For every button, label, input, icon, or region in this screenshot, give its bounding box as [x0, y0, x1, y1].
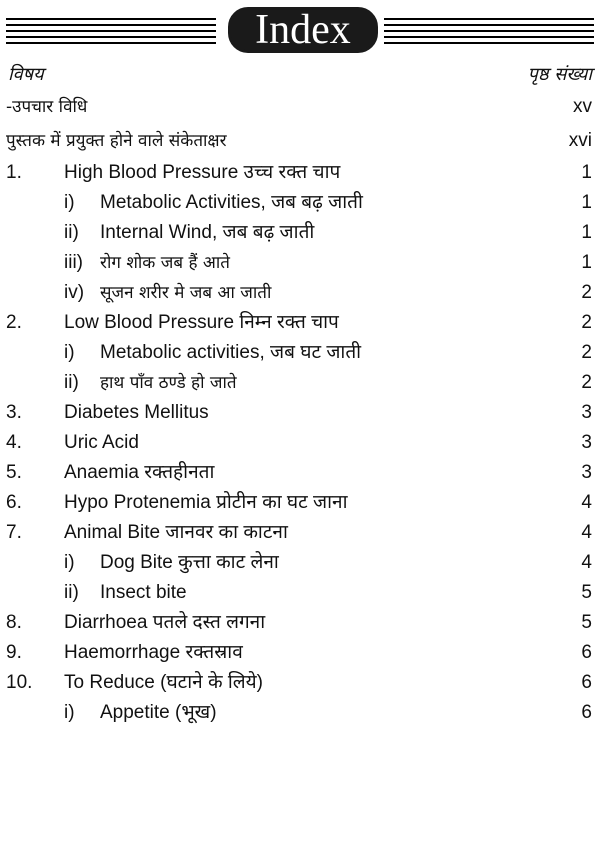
entry-number: 1.	[6, 162, 22, 183]
index-entry	[0, 428, 600, 458]
entry-page-number: 1	[581, 162, 592, 183]
entry-page-number: 2	[581, 342, 592, 363]
header-rules-left	[6, 18, 216, 46]
entry-title: Internal Wind, जब बढ़ जाती	[100, 222, 315, 243]
index-entry	[0, 338, 600, 368]
entry-title: Anaemia रक्तहीनता	[64, 462, 215, 483]
index-entry	[0, 124, 600, 158]
entry-page-number: 2	[581, 312, 592, 333]
index-entry	[0, 368, 600, 398]
index-entry	[0, 548, 600, 578]
index-entry	[0, 608, 600, 638]
entry-page-number: 6	[581, 642, 592, 663]
index-entry	[0, 638, 600, 668]
entry-page-number: 5	[581, 582, 592, 603]
index-entry	[0, 90, 600, 124]
index-entry	[0, 698, 600, 728]
index-entry	[0, 518, 600, 548]
entry-title: सूजन शरीर मे जब आ जाती	[100, 283, 272, 303]
entry-title: Low Blood Pressure निम्न रक्त चाप	[64, 312, 339, 333]
entry-number: 2.	[6, 312, 22, 333]
index-entry	[0, 578, 600, 608]
entry-page-number: 1	[581, 192, 592, 213]
entry-title: Haemorrhage रक्तस्राव	[64, 642, 243, 663]
index-entry	[0, 488, 600, 518]
entry-page-number: 4	[581, 492, 592, 513]
index-entry	[0, 458, 600, 488]
column-heading-page-number: पृष्ठ संख्या	[527, 64, 592, 85]
entry-title: Insect bite	[100, 582, 187, 603]
entry-title: -उपचार विधि	[6, 97, 88, 117]
entry-number: 9.	[6, 642, 22, 663]
entry-number: ii)	[64, 222, 79, 243]
entry-page-number: 3	[581, 402, 592, 423]
entry-title: To Reduce (घटाने के लिये)	[64, 672, 264, 693]
entry-number: i)	[64, 552, 75, 573]
entry-number: i)	[64, 702, 75, 723]
entry-page-number: 1	[581, 222, 592, 243]
entry-title: Appetite (भूख)	[100, 702, 217, 723]
title-banner	[228, 7, 378, 53]
index-entry	[0, 308, 600, 338]
entry-number: 10.	[6, 672, 33, 693]
entry-title: Metabolic Activities, जब बढ़ जाती	[100, 192, 363, 213]
entry-page-number: 2	[581, 282, 592, 303]
entry-title: रोग शोक जब हैं आते	[100, 253, 230, 273]
entry-title: Dog Bite कुत्ता काट लेना	[100, 552, 279, 573]
column-heading-subject: विषय	[8, 64, 44, 85]
entry-title: पुस्तक में प्रयुक्त होने वाले संकेताक्षर	[6, 131, 227, 151]
entry-number: 8.	[6, 612, 22, 633]
entry-page-number: 3	[581, 462, 592, 483]
entry-page-number: 3	[581, 432, 592, 453]
entry-number: iii)	[64, 252, 83, 273]
entry-page-number: 5	[581, 612, 592, 633]
entry-number: 4.	[6, 432, 22, 453]
entry-title: Diabetes Mellitus	[64, 402, 209, 423]
entry-number: 5.	[6, 462, 22, 483]
index-entry	[0, 218, 600, 248]
entry-page-number: 4	[581, 522, 592, 543]
entry-title: Animal Bite जानवर का काटना	[64, 522, 288, 543]
entry-page-number: xv	[573, 96, 592, 117]
entry-number: ii)	[64, 582, 79, 603]
entry-title: Uric Acid	[64, 432, 139, 453]
entry-page-number: xvi	[568, 130, 592, 151]
entry-title: हाथ पाँव ठण्डे हो जाते	[100, 373, 237, 393]
entry-title: Diarrhoea पतले दस्त लगना	[64, 612, 266, 633]
entry-number: 7.	[6, 522, 22, 543]
index-entry	[0, 188, 600, 218]
index-entry	[0, 248, 600, 278]
entry-page-number: 2	[581, 372, 592, 393]
index-entries	[0, 90, 600, 728]
page-title: Index	[255, 7, 351, 53]
entry-number: ii)	[64, 372, 79, 393]
entry-title: High Blood Pressure उच्च रक्त चाप	[64, 162, 341, 183]
entry-title: Metabolic activities, जब घट जाती	[100, 342, 362, 363]
index-entry	[0, 398, 600, 428]
index-entry	[0, 158, 600, 188]
index-entry	[0, 668, 600, 698]
entry-number: 3.	[6, 402, 22, 423]
entry-title: Hypo Protenemia प्रोटीन का घट जाना	[64, 492, 348, 513]
entry-page-number: 1	[581, 252, 592, 273]
entry-number: 6.	[6, 492, 22, 513]
entry-number: iv)	[64, 282, 85, 303]
entry-page-number: 6	[581, 672, 592, 693]
index-entry	[0, 278, 600, 308]
index-header	[0, 2, 600, 53]
entry-page-number: 6	[581, 702, 592, 723]
entry-page-number: 4	[581, 552, 592, 573]
header-rules-right	[384, 18, 594, 46]
entry-number: i)	[64, 342, 75, 363]
entry-number: i)	[64, 192, 75, 213]
